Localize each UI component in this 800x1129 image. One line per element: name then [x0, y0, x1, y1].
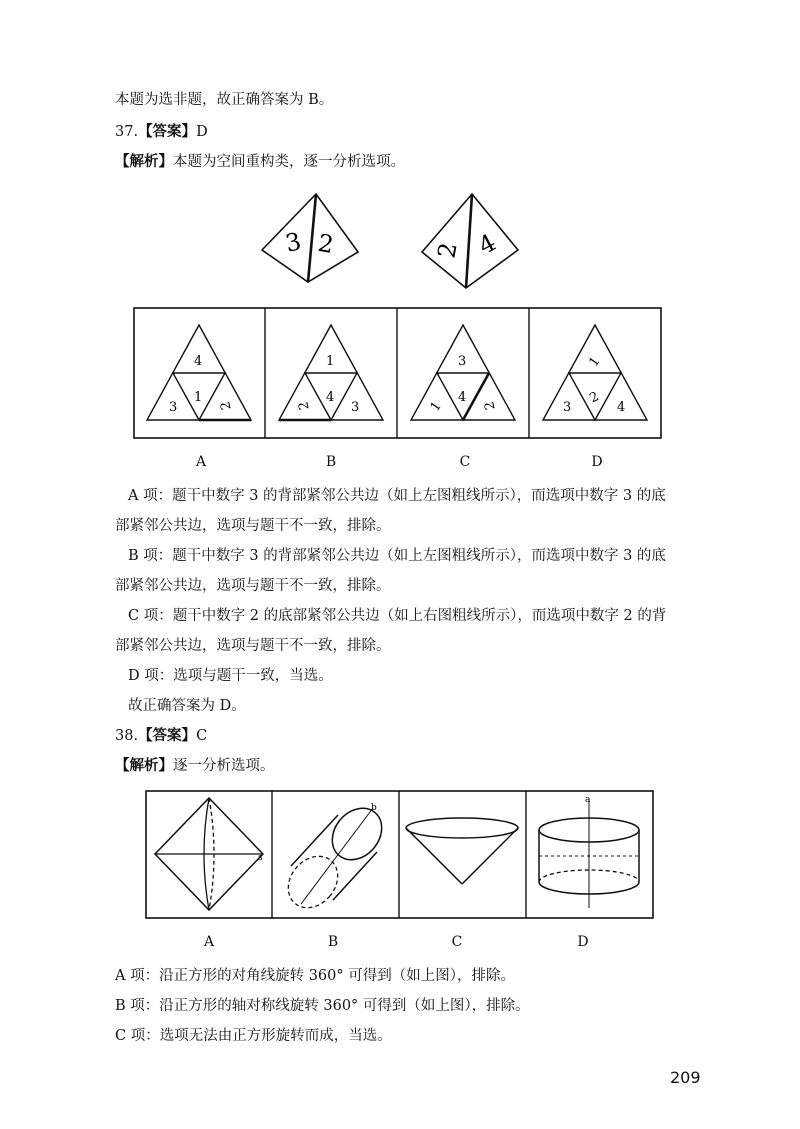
q37-option-b-explain-1: B 项：题干中数字 3 的背部紧邻公共边（如上左图粗线所示），而选项中数字 3 的底	[128, 548, 666, 564]
q37-option-c-explain-2: 部紧邻公共边，选项与题干不一致，排除。	[115, 638, 391, 654]
opt-d-top: 1	[586, 354, 604, 370]
q38-label-c: C	[451, 934, 463, 950]
q38-heading	[115, 726, 207, 746]
q37-option-a-explain-1: A 项：题干中数字 3 的背部紧邻公共边（如上左图粗线所示），而选项中数字 3 的底	[128, 488, 666, 504]
q37-option-a-explain-2: 部紧邻公共边，选项与题干不一致，排除。	[115, 518, 391, 534]
q37-options-figure	[133, 307, 663, 440]
q38-label-b: B	[327, 934, 339, 950]
q37-conclusion: 故正确答案为 D。	[128, 698, 246, 714]
q37-option-b	[279, 325, 383, 420]
opt-b-top: 1	[326, 354, 335, 369]
q37-pyramids-figure	[250, 190, 540, 295]
q37-heading	[115, 122, 208, 142]
q38-label-a: A	[203, 934, 215, 950]
svg-text:s: s	[258, 853, 263, 863]
opt-c-right: 2	[482, 400, 499, 411]
q37-number: 37.	[115, 124, 139, 140]
pyramid-right-face-2: 4	[473, 228, 501, 261]
q38-option-d-cylinder	[539, 795, 639, 908]
q37-option-b-explain-2: 部紧邻公共边，选项与题干不一致，排除。	[115, 578, 391, 594]
q38-option-b-explain: B 项：沿正方形的轴对称线旋转 360° 可得到（如上图），排除。	[115, 998, 530, 1014]
q38-option-c-cone	[406, 818, 518, 884]
analysis-tag: 【解析】	[115, 154, 173, 170]
opt-d-center: 2	[587, 389, 602, 407]
answer-tag: 【答案】	[138, 124, 197, 140]
opt-c-center: 4	[458, 390, 467, 405]
q38-label-d: D	[577, 934, 589, 950]
q38-options-figure	[145, 790, 655, 920]
q37-analysis	[115, 152, 405, 172]
q37-label-b: B	[325, 454, 337, 470]
q37-label-c: C	[459, 454, 471, 470]
pyramid-right	[422, 194, 518, 288]
answer-tag-38: 【答案】	[138, 728, 197, 744]
q37-option-a	[147, 325, 251, 420]
q38-analysis	[115, 756, 275, 776]
opt-c-left: 1	[427, 399, 445, 415]
q37-option-d	[543, 325, 647, 420]
q38-option-c-explain: C 项：选项无法由正方形旋转而成，当选。	[115, 1028, 392, 1044]
pyramid-left	[262, 194, 358, 282]
q37-option-c	[411, 325, 515, 420]
pyramid-right-face-1: 2	[432, 240, 463, 261]
opt-d-right: 4	[617, 400, 626, 415]
q37-option-d-explain: D 项：选项与题干一致，当选。	[128, 668, 333, 684]
q37-analysis-text: 本题为空间重构类，逐一分析选项。	[173, 154, 405, 170]
opt-b-center: 4	[326, 390, 335, 405]
svg-text:b: b	[371, 803, 377, 813]
svg-text:a: a	[585, 795, 591, 805]
page-number: 209	[670, 1068, 701, 1087]
analysis-tag-38: 【解析】	[115, 758, 173, 774]
q37-answer: D	[196, 124, 208, 140]
opt-c-top: 3	[458, 354, 467, 369]
q38-answer: C	[196, 728, 208, 744]
opt-b-left: 2	[296, 400, 313, 411]
opt-a-left: 3	[169, 400, 178, 415]
opt-d-left: 3	[563, 400, 572, 415]
q38-option-a-explain: A 项：沿正方形的对角线旋转 360° 可得到（如上图），排除。	[115, 968, 515, 984]
opt-a-center: 1	[194, 390, 203, 405]
pyramid-left-face-1: 3	[282, 227, 304, 258]
pyramid-left-face-2: 2	[315, 228, 336, 260]
q38-option-a-double-cone	[155, 798, 263, 910]
text-line-1: 本题为选非题，故正确答案为 B。	[115, 92, 334, 108]
q37-label-d: D	[591, 454, 603, 470]
q37-option-c-explain-1: C 项：题干中数字 2 的底部紧邻公共边（如上右图粗线所示），而选项中数字 2 的背	[128, 608, 667, 624]
q38-option-b-tilted-cylinder	[278, 798, 392, 917]
q38-analysis-text: 逐一分析选项。	[173, 758, 275, 774]
opt-a-right: 2	[218, 400, 235, 411]
q37-label-a: A	[195, 454, 207, 470]
opt-b-right: 3	[351, 400, 360, 415]
q38-number: 38.	[115, 728, 139, 744]
opt-a-top: 4	[194, 354, 203, 369]
